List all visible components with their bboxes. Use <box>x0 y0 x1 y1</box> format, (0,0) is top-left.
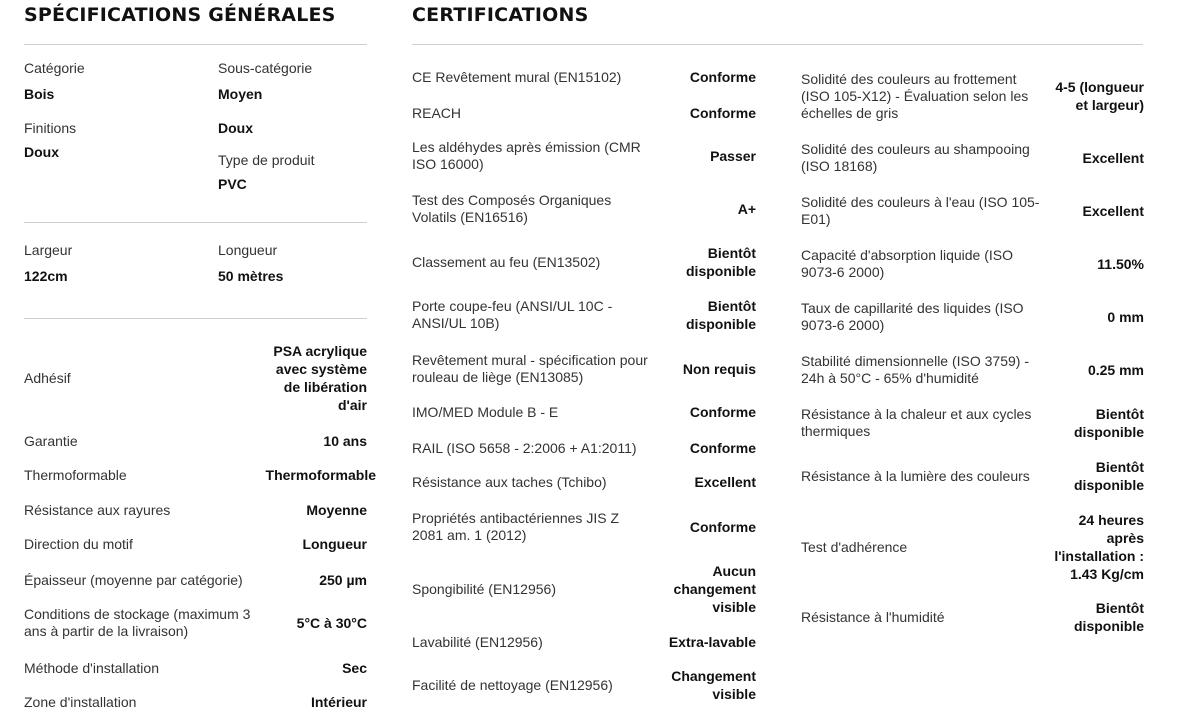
cert-value: 0.25 mm <box>1087 362 1144 378</box>
cert-value: Bientôt disponible <box>1074 406 1144 440</box>
spec-value: Moyenne <box>306 502 367 518</box>
cert-label: Propriétés antibactériennes JIS Z 2081 am. 1 (2012) <box>412 510 619 543</box>
cert-label: RAIL (ISO 5658 - 2:2006 + A1:2011) <box>412 439 637 456</box>
cert-label: Solidité des couleurs au frottement (ISO 105-X12) - Évaluation selon les échelles de gris <box>801 70 1029 121</box>
cert-label: Résistance à la chaleur et aux cycles thermiques <box>801 406 1032 439</box>
cert-label: REACH <box>412 104 462 121</box>
spec-row-install-zone <box>24 691 367 713</box>
cert-label: Lavabilité (EN12956) <box>412 633 543 650</box>
spec-label: Conditions de stockage (maximum 3 ans à partir de la livraison) <box>24 606 251 639</box>
cert-label: Les aldéhydes après émission (CMR ISO 16000) <box>412 139 641 172</box>
cert-label: Test des Composés Organiques Volatils (EN16516) <box>412 192 612 225</box>
cert-row <box>801 404 1144 442</box>
spec-row-warranty <box>24 430 367 452</box>
section-divider-2 <box>24 318 367 319</box>
cert-label: Solidité des couleurs au shampooing (ISO 18168) <box>801 141 1030 174</box>
cert-label: Résistance à la lumière des couleurs <box>801 467 1030 484</box>
product-type-label: Type de produit <box>218 152 315 168</box>
width-value: 122cm <box>24 268 68 284</box>
cert-row <box>801 510 1144 584</box>
cert-row <box>801 245 1144 283</box>
finishes-value-secondary: Doux <box>218 120 253 136</box>
cert-label: Porte coupe-feu (ANSI/UL 10C - ANSI/UL 10B) <box>412 298 613 331</box>
cert-row <box>412 66 756 88</box>
spec-value: 250 µm <box>319 572 367 588</box>
spec-value: Thermoformable <box>265 467 376 483</box>
cert-row <box>412 350 756 388</box>
section-divider-1 <box>24 222 367 223</box>
spec-row-thickness <box>24 569 367 591</box>
cert-row <box>412 137 756 175</box>
spec-label: Zone d'installation <box>24 693 137 710</box>
cert-row <box>801 598 1144 636</box>
cert-row <box>412 561 756 617</box>
spec-value: 5°C à 30°C <box>296 615 367 631</box>
spec-label: Méthode d'installation <box>24 659 159 676</box>
cert-row <box>801 139 1144 177</box>
cert-row <box>801 457 1144 495</box>
spec-row-pattern-direction <box>24 533 367 555</box>
cert-value: Bientôt disponible <box>686 298 756 332</box>
cert-value: Excellent <box>1082 150 1144 166</box>
cert-row <box>801 298 1144 336</box>
cert-row <box>412 508 756 546</box>
length-label: Longueur <box>218 242 278 258</box>
cert-value: Bientôt disponible <box>1074 600 1144 634</box>
spec-value: Sec <box>342 660 367 676</box>
subcategory-value: Moyen <box>218 86 263 102</box>
cert-value: Conforme <box>689 440 756 456</box>
cert-value: Bientôt disponible <box>1074 459 1144 493</box>
cert-value: Aucun changement visible <box>673 563 756 615</box>
cert-row <box>801 192 1144 230</box>
cert-row <box>412 631 756 653</box>
cert-value: Excellent <box>694 474 756 490</box>
spec-value: PSA acrylique avec système de libération d'air <box>273 343 367 413</box>
cert-label: Facilité de nettoyage (EN12956) <box>412 676 613 693</box>
cert-value: Bientôt disponible <box>686 245 756 279</box>
category-value: Bois <box>24 86 55 102</box>
cert-label: Revêtement mural - spécification pour rouleau de liège (EN13085) <box>412 352 648 385</box>
cert-row <box>412 190 756 228</box>
spec-label: Thermoformable <box>24 466 127 483</box>
cert-label: Résistance à l'humidité <box>801 608 945 625</box>
spec-label: Résistance aux rayures <box>24 501 171 518</box>
cert-row <box>412 666 756 704</box>
spec-row-adhesive <box>24 340 367 416</box>
cert-row <box>801 351 1144 389</box>
spec-row-thermoformable <box>24 464 376 486</box>
certifications-title-divider <box>412 44 1143 45</box>
cert-value: Non requis <box>682 361 756 377</box>
cert-value: 24 heures après l'installation : 1.43 Kg/cm <box>1054 512 1144 582</box>
cert-value: A+ <box>737 201 756 217</box>
cert-value: 4-5 (longueur et largeur) <box>1055 79 1144 113</box>
spec-label: Direction du motif <box>24 535 133 552</box>
cert-row <box>412 401 756 423</box>
spec-row-storage <box>24 603 367 643</box>
spec-label: Adhésif <box>24 369 71 386</box>
length-value: 50 mètres <box>218 268 284 284</box>
cert-row <box>412 471 756 493</box>
cert-label: Taux de capillarité des liquides (ISO 9073-6 2000) <box>801 300 1024 333</box>
cert-value: 0 mm <box>1107 309 1144 325</box>
cert-row <box>412 243 756 281</box>
cert-value: Changement visible <box>671 668 756 702</box>
spec-value: 10 ans <box>323 433 367 449</box>
spec-value: Longueur <box>302 536 367 552</box>
product-type-value: PVC <box>218 176 247 192</box>
finishes-value: Doux <box>24 144 59 160</box>
certifications-title: CERTIFICATIONS <box>412 4 589 26</box>
spec-label: Garantie <box>24 432 78 449</box>
general-title-divider <box>24 44 367 45</box>
cert-label: IMO/MED Module B - E <box>412 403 559 420</box>
cert-row <box>412 102 756 124</box>
subcategory-label: Sous-catégorie <box>218 60 313 76</box>
cert-value: Conforme <box>689 69 756 85</box>
spec-row-install-method <box>24 657 367 679</box>
cert-value: Conforme <box>689 105 756 121</box>
spec-label: Épaisseur (moyenne par catégorie) <box>24 571 243 588</box>
cert-label: Classement au feu (EN13502) <box>412 253 601 270</box>
spec-value: Intérieur <box>310 694 367 710</box>
general-specs-title: SPÉCIFICATIONS GÉNÉRALES <box>24 4 336 26</box>
width-label: Largeur <box>24 242 73 258</box>
cert-value: Conforme <box>689 519 756 535</box>
cert-label: CE Revêtement mural (EN15102) <box>412 68 622 85</box>
cert-value: Extra-lavable <box>668 634 756 650</box>
cert-value: Conforme <box>689 404 756 420</box>
cert-label: Solidité des couleurs à l'eau (ISO 105-E01) <box>801 194 1040 227</box>
cert-label: Stabilité dimensionnelle (ISO 3759) - 24h à 50°C - 65% d'humidité <box>801 353 1030 386</box>
cert-label: Résistance aux taches (Tchibo) <box>412 473 607 490</box>
cert-value: Passer <box>710 148 756 164</box>
cert-row <box>412 437 756 459</box>
cert-value: Excellent <box>1082 203 1144 219</box>
cert-row <box>801 68 1144 124</box>
cert-label: Spongibilité (EN12956) <box>412 580 556 597</box>
cert-label: Test d'adhérence <box>801 538 908 555</box>
spec-row-scratch-resistance <box>24 499 367 521</box>
finishes-label: Finitions <box>24 120 77 136</box>
cert-label: Capacité d'absorption liquide (ISO 9073-6 2000) <box>801 247 1014 280</box>
cert-row <box>412 296 756 334</box>
cert-value: 11.50% <box>1097 256 1144 272</box>
category-label: Catégorie <box>24 60 85 76</box>
